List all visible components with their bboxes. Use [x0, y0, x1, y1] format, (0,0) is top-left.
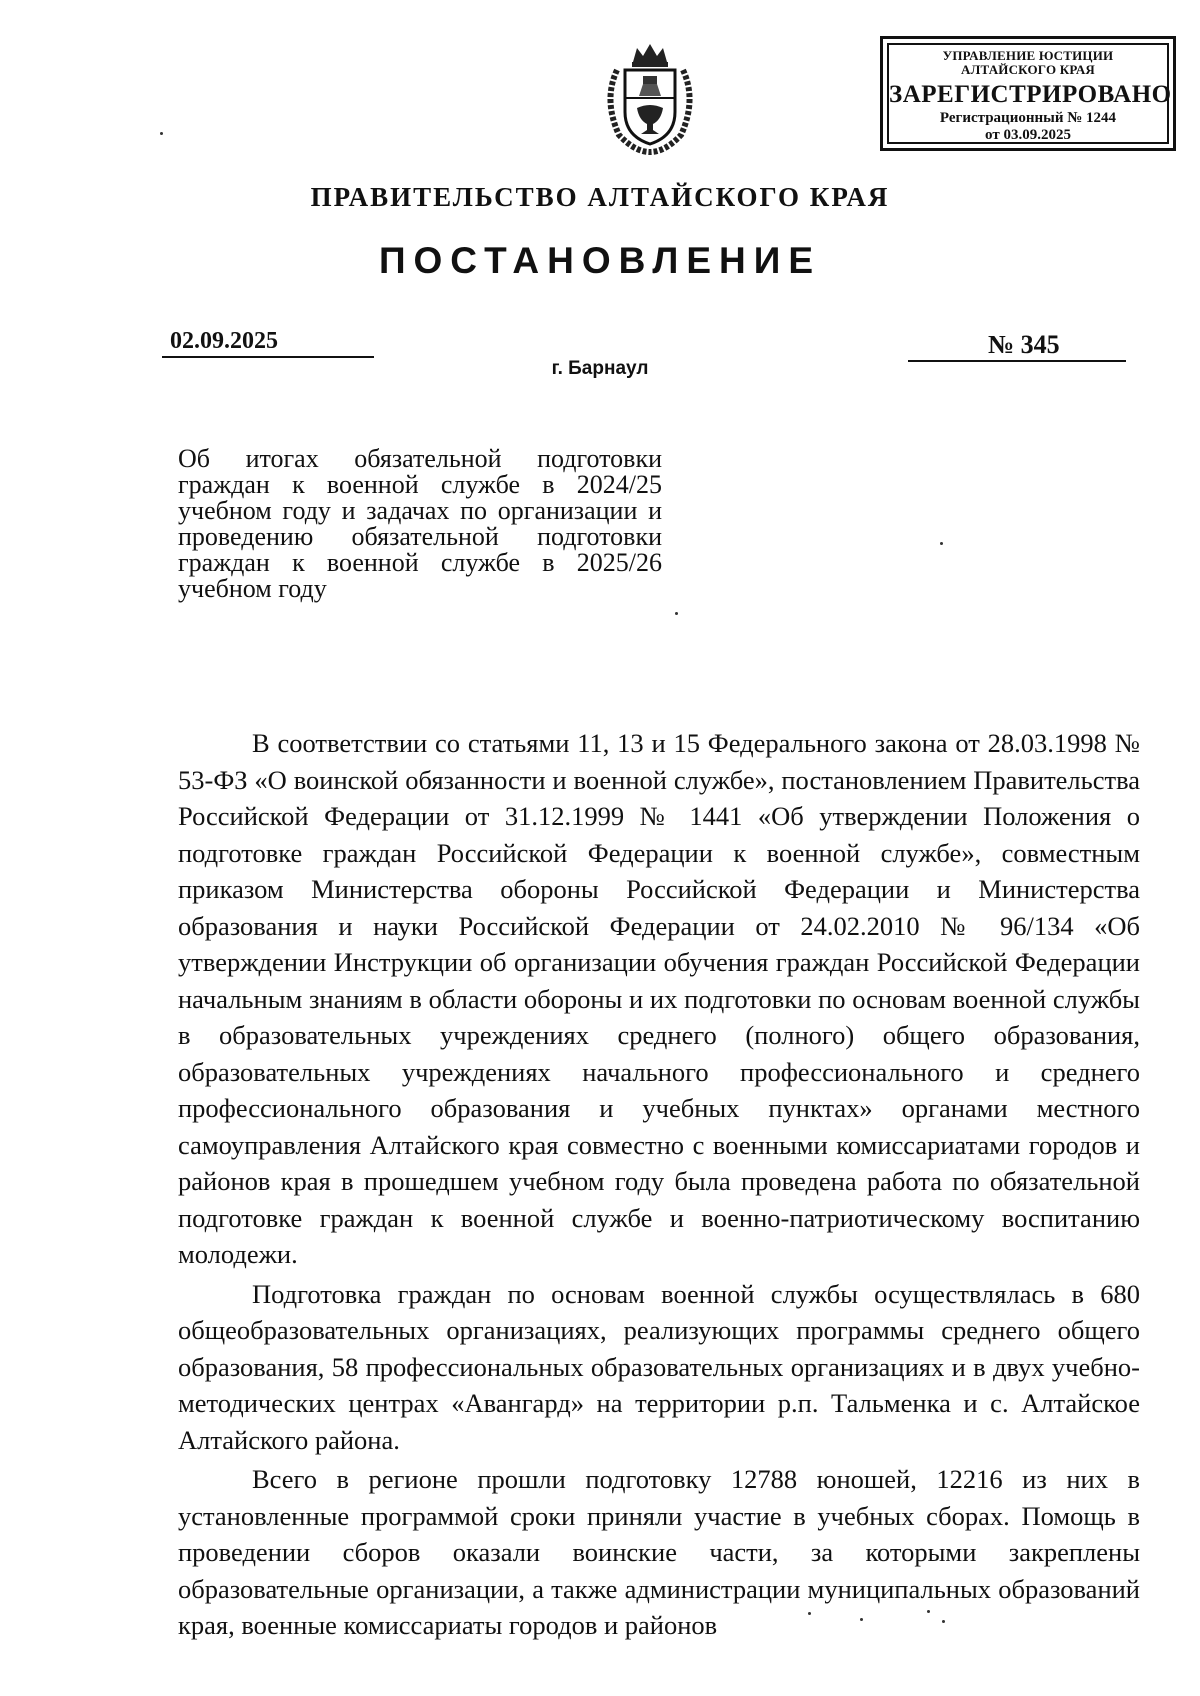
registration-stamp — [880, 36, 1176, 151]
document-city: г. Барнаул — [551, 358, 649, 379]
stamp-registration-number: Регистрационный № 1244 — [939, 110, 1117, 126]
stamp-authority-line1: УПРАВЛЕНИЕ ЮСТИЦИИ — [942, 48, 1114, 63]
coat-of-arms-icon — [595, 40, 705, 158]
scan-speck — [808, 1612, 811, 1615]
document-number: № 345 — [908, 330, 1126, 362]
stamp-inner-frame — [887, 43, 1172, 144]
document-date: 02.09.2025 — [162, 326, 374, 358]
stamp-status: ЗАРЕГИСТРИРОВАНО — [889, 81, 1172, 108]
stamp-registration-date: от 03.09.2025 — [985, 127, 1071, 143]
body-paragraph-3: Всего в регионе прошли подготовку 12788 юношей, 12216 из них в установленные программой сроки приняли участие в учебных сборах. Помощь в проведении сборов оказали воинские части, за которыми закреплены образовательные организации, а также администрации муниципальных образований края, военные комиссариаты городов и районов — [178, 1464, 1140, 1640]
stamp-authority-line2: АЛТАЙСКОГО КРАЯ — [961, 62, 1095, 77]
scan-speck — [927, 1610, 930, 1613]
document-body — [178, 725, 1140, 1644]
document-type-title: ПОСТАНОВЛЕНИЕ — [378, 240, 822, 281]
scan-speck — [675, 612, 678, 615]
body-paragraph-1: В соответствии со статьями 11, 13 и 15 Федерального закона от 28.03.1998 № 53-ФЗ «О воинской обязанности и военной службе», постановлением Правительства Российской Федерации от 31.12.1999 № 1441 «Об утверждении Положения о подготовке граждан Российской Федерации к военной службе», совместным приказом Министерства обороны Российской Федерации и Министерства образования и науки Российской Федерации от 24.02.2010 № 96/134 «Об утверждении Инструкции об организации обучения граждан Российской Федерации начальным знаниям в области обороны и их подготовки по основам военной службы в образовательных учреждениях среднего (полного) общего образования, образовательных учреждениях начального профессионального и среднего профессионального образования и учебных пунктах» органами местного самоуправления Алтайского края совместно с военными комиссариатами городов и районов края в прошедшем учебном году была проведена работа по обязательной подготовке граждан к военной службе и военно-патриотическому воспитанию молодежи. — [178, 728, 1140, 1269]
body-paragraph-2: Подготовка граждан по основам военной службы осуществлялась в 680 общеобразовательных организациях, реализующих программы среднего общего образования, 58 профессиональных образовательных организациях и в двух учебно-методических центрах «Авангард» на территории р.п. Тальменка и с. Алтайское Алтайского района. — [178, 1278, 1140, 1455]
scan-speck — [942, 1620, 945, 1623]
government-title: ПРАВИТЕЛЬСТВО АЛТАЙСКОГО КРАЯ — [310, 182, 890, 212]
scan-speck — [860, 1618, 863, 1621]
document-subject: Об итогах обязательной подготовки граждан к военной службе в 2024/25 учебном году и задачах по организации и проведению обязательной подготовки граждан к военной службе в 2025/26 учебном году — [178, 444, 662, 603]
scan-speck — [160, 132, 163, 135]
scan-speck — [940, 542, 943, 545]
